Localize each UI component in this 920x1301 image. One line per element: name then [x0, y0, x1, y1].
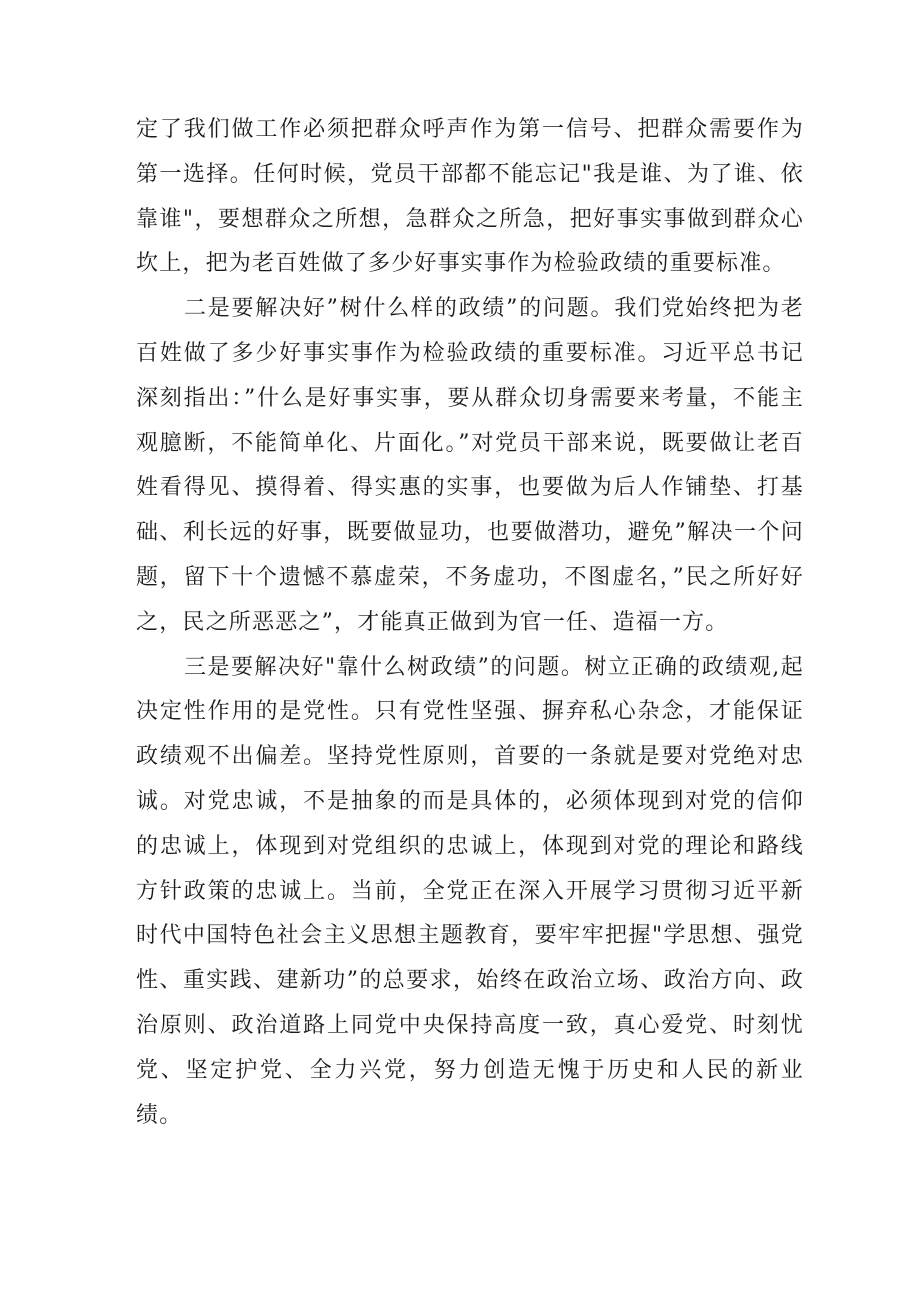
paragraph-point-two: 二是要解决好”树什么样的政绩”的问题。我们党始终把为老百姓做了多少好事实事作为检验政绩的重要标准。习近平总书记深刻指出：”什么是好事实事，要从群众切身需要来考量，不能主观臆断，不能简单化、片面化。”对党员干部来说，既要做让老百姓看得见、摸得着、得实惠的实事，也要做为后人作铺垫、打基础、利长远的好事，既要做显功，也要做潜功，避免”解决一个问题，留下十个遗憾不慕虚荣，不务虚功，不图虚名，”民之所好好之，民之所恶恶之”，才能真正做到为官一任、造福一方。: [136, 296, 804, 635]
paragraph-point-three: 三是要解决好"靠什么树政绩”的问题。树立正确的政绩观,起决定性作用的是党性。只有党性坚强、摒弃私心杂念，才能保证政绩观不出偏差。坚持党性原则，首要的一条就是要对党绝对忠诚。对党忠诚，不是抽象的而是具体的，必须体现到对党的信仰的忠诚上，体现到对党组织的忠诚上，体现到对党的理论和路线方针政策的忠诚上。当前，全党正在深入开展学习贯彻习近平新时代中国特色社会主义思想主题教育，要牢牢把握"学思想、强党性、重实践、建新功”的总要求，始终在政治立场、政治方向、政治原则、政治道路上同党中央保持高度一致，真心爱党、时刻忧党、坚定护党、全力兴党，努力创造无愧于历史和人民的新业绩。: [136, 654, 804, 1128]
document-body: [136, 108, 804, 1138]
paragraph-continued: 定了我们做工作必须把群众呼声作为第一信号、把群众需要作为第一选择。任何时候，党员干部都不能忘记"我是谁、为了谁、依靠谁"，要想群众之所想，急群众之所急，把好事实事做到群众心坎上，把为老百姓做了多少好事实事作为检验政绩的重要标准。: [136, 117, 804, 277]
